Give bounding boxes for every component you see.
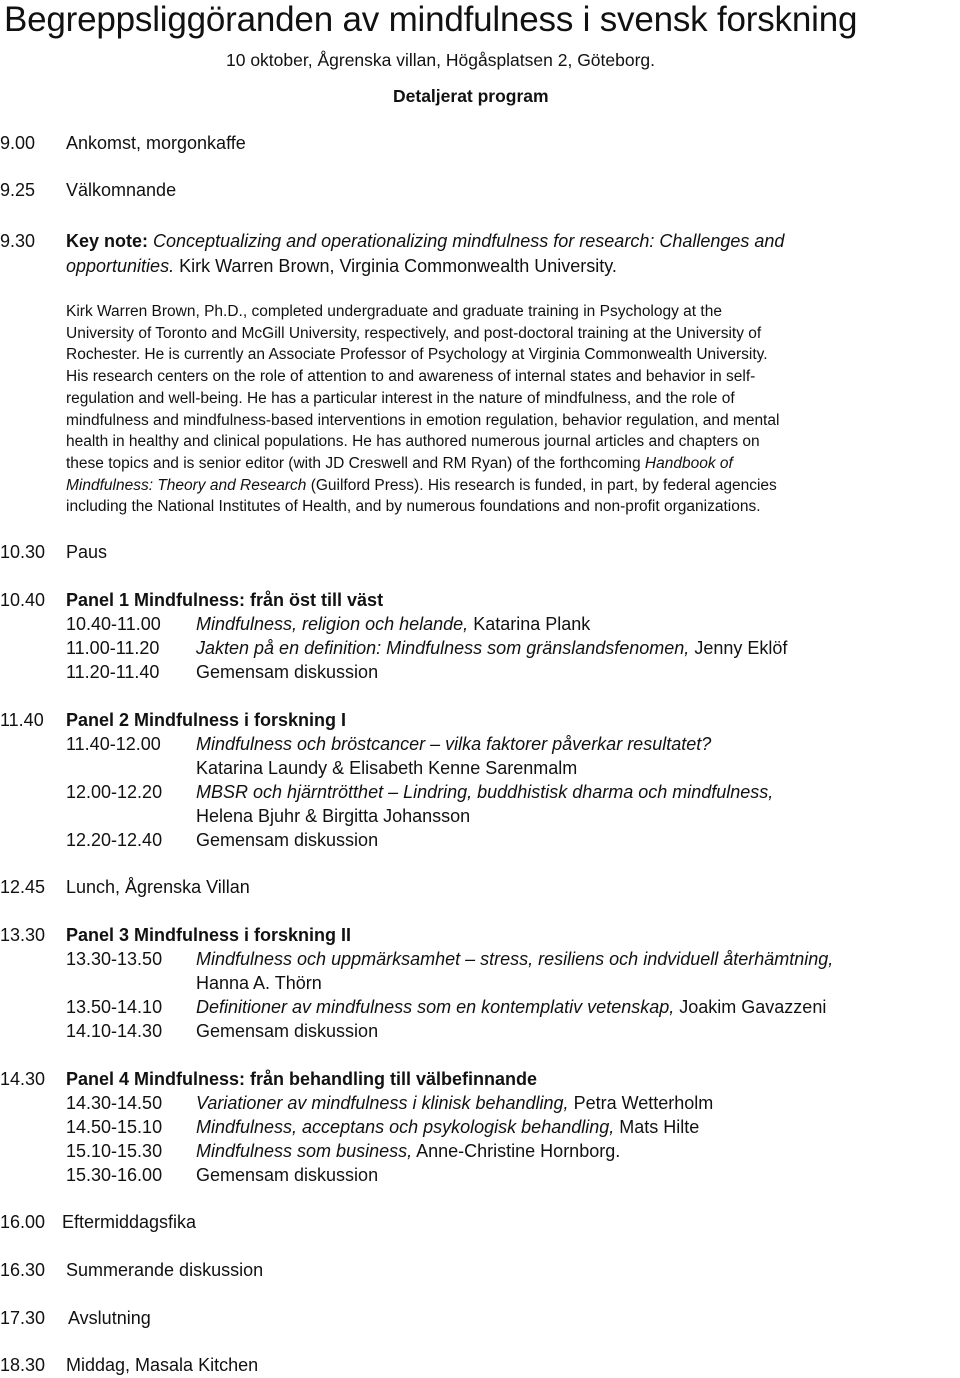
schedule-label: Välkomnande (66, 180, 177, 200)
session-speaker: Katarina Laundy & Elisabeth Kenne Sarenmalm (196, 758, 578, 778)
session-speaker: Hanna A. Thörn (196, 973, 322, 993)
bio-line (66, 453, 960, 475)
session-time: 12.00-12.20 (66, 782, 163, 802)
keynote-label: Key note: (66, 231, 149, 251)
book-title-part2: Mindfulness: Theory and Research (66, 476, 307, 494)
schedule-label: Avslutning (68, 1308, 151, 1328)
schedule-row-break (0, 541, 107, 563)
session-title: Mindfulness och uppmärksamhet – stress, resiliens och indviduell återhämtning, (196, 949, 834, 969)
bio-line: mindfulness and mindfulness-based interventions in emotion regulation, behavior regulation, and mental (66, 411, 780, 429)
session-time: 12.20-12.40 (66, 830, 163, 850)
session-speaker: Petra Wetterholm (573, 1093, 714, 1113)
schedule-time: 9.25 (0, 180, 36, 200)
page-title: Begreppsliggöranden av mindfulness i svensk forskning (4, 0, 858, 39)
session-row (66, 1140, 620, 1162)
bio-text: (Guilford Press). His research is funded, in part, by federal agencies (310, 476, 777, 494)
keynote-title-line1: Conceptualizing and operationalizing mindfulness for research: Challenges and (153, 231, 785, 251)
session-speaker: Gemensam diskussion (196, 662, 379, 682)
schedule-label: Paus (66, 542, 108, 562)
schedule-row-lunch (0, 876, 250, 898)
session-speaker: Gemensam diskussion (196, 830, 379, 850)
schedule-row-summary (0, 1259, 263, 1281)
session-row (66, 781, 773, 803)
bio-text: these topics and is senior editor (with JD Creswell and RM Ryan) of the forthcoming (66, 454, 641, 472)
bio-line: Kirk Warren Brown, Ph.D., completed undergraduate and graduate training in Psychology at the (66, 303, 722, 320)
panel-3-header (0, 924, 351, 946)
session-row (66, 1164, 378, 1186)
session-speaker: Jenny Eklöf (694, 638, 788, 658)
schedule-row-fika (0, 1211, 196, 1233)
panel-title: Panel 1 Mindfulness: från öst till väst (66, 590, 384, 610)
panel-title: Panel 4 Mindfulness: från behandling till välbefinnande (66, 1069, 538, 1089)
session-speaker: Gemensam diskussion (196, 1165, 379, 1185)
session-row (66, 1020, 378, 1042)
schedule-time: 10.30 (0, 542, 46, 562)
bio-line (66, 475, 960, 497)
session-title: Variationer av mindfulness i klinisk behandling, (196, 1093, 569, 1113)
session-row (66, 733, 711, 755)
session-time: 11.20-11.40 (66, 662, 160, 682)
session-time: 11.40-12.00 (66, 734, 161, 754)
session-speaker: Helena Bjuhr & Birgitta Johansson (196, 806, 471, 826)
session-time: 14.30-14.50 (66, 1093, 163, 1113)
panel-1-header (0, 589, 383, 611)
schedule-row-dinner (0, 1354, 258, 1376)
panel-title: Panel 3 Mindfulness i forskning II (66, 925, 352, 945)
session-time: 13.50-14.10 (66, 997, 163, 1017)
schedule-time: 9.00 (0, 133, 36, 153)
schedule-time: 16.30 (0, 1260, 46, 1280)
session-row (66, 1116, 699, 1138)
program-heading: Detaljerat program (393, 86, 549, 106)
bio-line: including the National Institutes of Health, and by numerous foundations and non-profit organizations. (66, 498, 761, 516)
schedule-label: Ankomst, morgonkaffe (66, 133, 246, 153)
session-speaker: Anne-Christine Hornborg. (416, 1141, 621, 1161)
panel-2-header (0, 709, 346, 731)
bio-line: His research centers on the role of attention to and awareness of internal states and behavior in self- (66, 368, 756, 386)
session-row (66, 637, 787, 659)
session-title: Mindfulness, religion och helande, (196, 614, 469, 634)
speaker-bio (66, 301, 960, 518)
session-time: 14.10-14.30 (66, 1021, 163, 1041)
schedule-label: Lunch, Ågrenska Villan (66, 877, 250, 897)
schedule-row-closing (0, 1307, 151, 1329)
schedule-time: 11.40 (0, 710, 44, 730)
schedule-time: 10.40 (0, 590, 46, 610)
session-title: MBSR och hjärntrötthet – Lindring, buddhistisk dharma och mindfulness, (196, 782, 774, 802)
session-row (66, 661, 378, 683)
panel-4-header (0, 1068, 537, 1090)
keynote-time: 9.30 (0, 231, 36, 251)
session-time: 13.30-13.50 (66, 949, 163, 969)
session-row (66, 1092, 713, 1114)
schedule-label: Eftermiddagsfika (62, 1212, 197, 1232)
session-title: Mindfulness som business, (196, 1141, 413, 1161)
bio-line: health in healthy and clinical populations. He has authored numerous journal articles and chapters on (66, 433, 760, 451)
bio-line: University of Toronto and McGill University, respectively, and post-doctoral training at the University of (66, 324, 762, 342)
schedule-row-arrival (0, 132, 246, 154)
keynote-speaker: Kirk Warren Brown, Virginia Commonwealth University. (179, 256, 617, 276)
session-time: 15.30-16.00 (66, 1165, 163, 1185)
bio-line: Rochester. He is currently an Associate Professor of Psychology at Virginia Commonwealth University. (66, 346, 768, 364)
schedule-row-welcome (0, 179, 176, 201)
session-time: 14.50-15.10 (66, 1117, 163, 1137)
keynote-title-line2: opportunities. (66, 256, 175, 276)
schedule-time: 16.00 (0, 1212, 46, 1232)
session-row (66, 613, 590, 635)
schedule-label: Middag, Masala Kitchen (66, 1355, 259, 1375)
session-time: 15.10-15.30 (66, 1141, 163, 1161)
schedule-time: 18.30 (0, 1355, 46, 1375)
session-speaker: Katarina Plank (473, 614, 591, 634)
schedule-time: 17.30 (0, 1308, 46, 1328)
session-title: Mindfulness och bröstcancer – vilka faktorer påverkar resultatet? (196, 734, 712, 754)
session-speaker: Mats Hilte (619, 1117, 700, 1137)
session-title: Definitioner av mindfulness som en kontemplativ vetenskap, (196, 997, 675, 1017)
schedule-label: Summerande diskussion (66, 1260, 264, 1280)
session-time: 10.40-11.00 (66, 614, 161, 634)
session-row (66, 996, 826, 1018)
event-location-date: 10 oktober, Ågrenska villan, Högåsplatsen 2, Göteborg. (226, 50, 656, 70)
keynote-block (0, 229, 900, 279)
schedule-time: 13.30 (0, 925, 46, 945)
session-row (66, 829, 378, 851)
session-time: 11.00-11.20 (66, 638, 160, 658)
bio-line: regulation and well-being. He has a particular interest in the nature of mindfulness, and the role of (66, 389, 735, 407)
schedule-time: 14.30 (0, 1069, 46, 1089)
book-title-part1: Handbook of (644, 454, 733, 472)
panel-title: Panel 2 Mindfulness i forskning I (66, 710, 347, 730)
session-row (66, 948, 833, 970)
schedule-time: 12.45 (0, 877, 46, 897)
session-title: Mindfulness, acceptans och psykologisk behandling, (196, 1117, 615, 1137)
session-title: Jakten på en definition: Mindfulness som gränslandsfenomen, (196, 638, 690, 658)
session-speaker: Gemensam diskussion (196, 1021, 379, 1041)
session-speaker: Joakim Gavazzeni (679, 997, 827, 1017)
